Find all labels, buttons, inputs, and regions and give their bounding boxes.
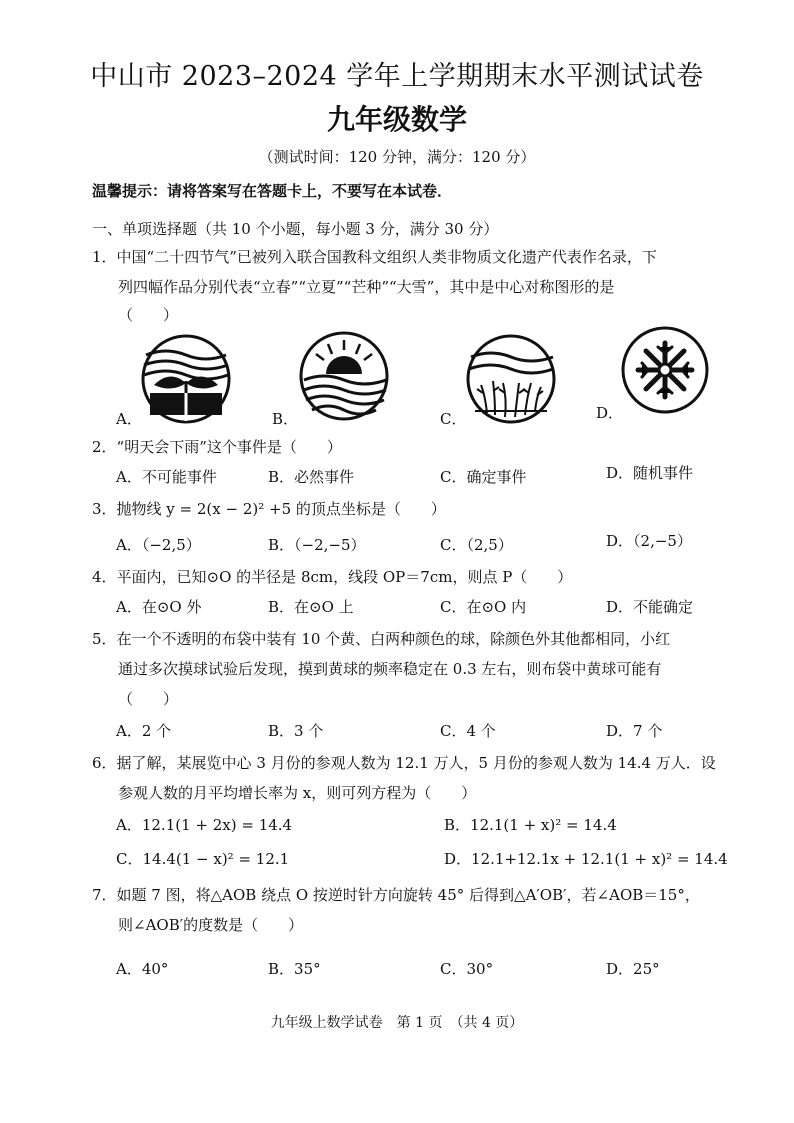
q6-option-c: C．14.4(1 − x)² = 12.1: [116, 850, 290, 868]
q1-option-a: A．: [116, 410, 142, 428]
snowflake-icon: [620, 325, 710, 415]
q7-option-c: C．30°: [440, 960, 494, 978]
q5-option-d: D．7 个: [606, 722, 663, 740]
q2-option-d: D．随机事件: [606, 464, 694, 482]
q4-option-d: D．不能确定: [606, 598, 694, 616]
q3-option-a: A．（−2,5）: [116, 536, 201, 554]
exam-subtitle: 九年级数学: [326, 103, 467, 136]
grain-in-ear-icon: [465, 333, 557, 425]
q4-option-a: A．在⊙O 外: [116, 598, 202, 616]
q1-paren: （ ）: [118, 306, 179, 324]
q4-option-b: B．在⊙O 上: [268, 598, 354, 616]
q4-option-c: C．在⊙O 内: [440, 598, 527, 616]
q3-option-c: C．（2,5）: [440, 536, 513, 554]
summer-sun-icon: [298, 330, 390, 422]
q6-line1: 6．据了解，某展览中心 3 月份的参观人数为 12.1 万人，5 月份的参观人数为 14.4 万人．设: [92, 754, 716, 772]
q3-option-d: D．（2,−5）: [606, 532, 692, 550]
q5-option-b: B．3 个: [268, 722, 324, 740]
q7-option-b: B．35°: [268, 960, 321, 978]
page-footer: 九年级上数学试卷 第 1 页 （共 4 页）: [270, 1015, 524, 1031]
exam-title: 中山市 2023–2024 学年上学期期末水平测试试卷: [90, 61, 704, 92]
q1-option-d: D．: [596, 404, 624, 422]
q7-line2: 则∠AOB′的度数是（ ）: [118, 916, 304, 934]
q5-line2: 通过多次摸球试验后发现，摸到黄球的频率稳定在 0.3 左右，则布袋中黄球可能有: [118, 660, 662, 678]
q1-line2: 列四幅作品分别代表“立春”“立夏”“芒种”“大雪”，其中是中心对称图形的是: [118, 278, 615, 296]
q6-option-a: A．12.1(1 + 2x) = 14.4: [116, 816, 293, 834]
q6-option-b: B．12.1(1 + x)² = 14.4: [444, 816, 617, 834]
q4-stem: 4．平面内，已知⊙O 的半径是 8cm，线段 OP＝7cm，则点 P（ ）: [92, 568, 573, 586]
q7-option-d: D．25°: [606, 960, 660, 978]
q1-option-c: C．: [440, 410, 467, 428]
q5-paren: （ ）: [118, 690, 179, 708]
tip-text: 温馨提示：请将答案写在答题卡上，不要写在本试卷．: [92, 182, 453, 200]
q7-option-a: A．40°: [116, 960, 169, 978]
section-title: 一、单项选择题（共 10 个小题，每小题 3 分，满分 30 分）: [92, 220, 499, 238]
q5-line1: 5．在一个不透明的布袋中装有 10 个黄、白两种颜色的球，除颜色外其他都相同，小红: [92, 630, 671, 648]
q2-option-c: C．确定事件: [440, 468, 527, 486]
q6-option-d: D．12.1+12.1x + 12.1(1 + x)² = 14.4: [444, 850, 728, 868]
spring-sprout-icon: [140, 333, 232, 425]
q2-option-b: B．必然事件: [268, 468, 355, 486]
q1-line1: 1．中国“二十四节气”已被列入联合国教科文组织人类非物质文化遗产代表作名录，下: [92, 248, 657, 266]
q5-option-a: A．2 个: [116, 722, 172, 740]
q2-stem: 2．“明天会下雨”这个事件是（ ）: [92, 438, 342, 456]
q2-option-a: A．不可能事件: [116, 468, 217, 486]
q1-option-b: B．: [272, 410, 299, 428]
q6-line2: 参观人数的月平均增长率为 x，则可列方程为（ ）: [118, 784, 477, 802]
time-info: （测试时间：120 分钟，满分：120 分）: [258, 148, 536, 166]
q3-option-b: B．（−2,−5）: [268, 536, 366, 554]
q3-stem: 3．抛物线 y = 2(x − 2)² +5 的顶点坐标是（ ）: [92, 500, 446, 518]
q5-option-c: C．4 个: [440, 722, 496, 740]
q7-line1: 7．如题 7 图，将△AOB 绕点 O 按逆时针方向旋转 45° 后得到△A′OB′，若∠AOB＝15°，: [92, 886, 700, 904]
